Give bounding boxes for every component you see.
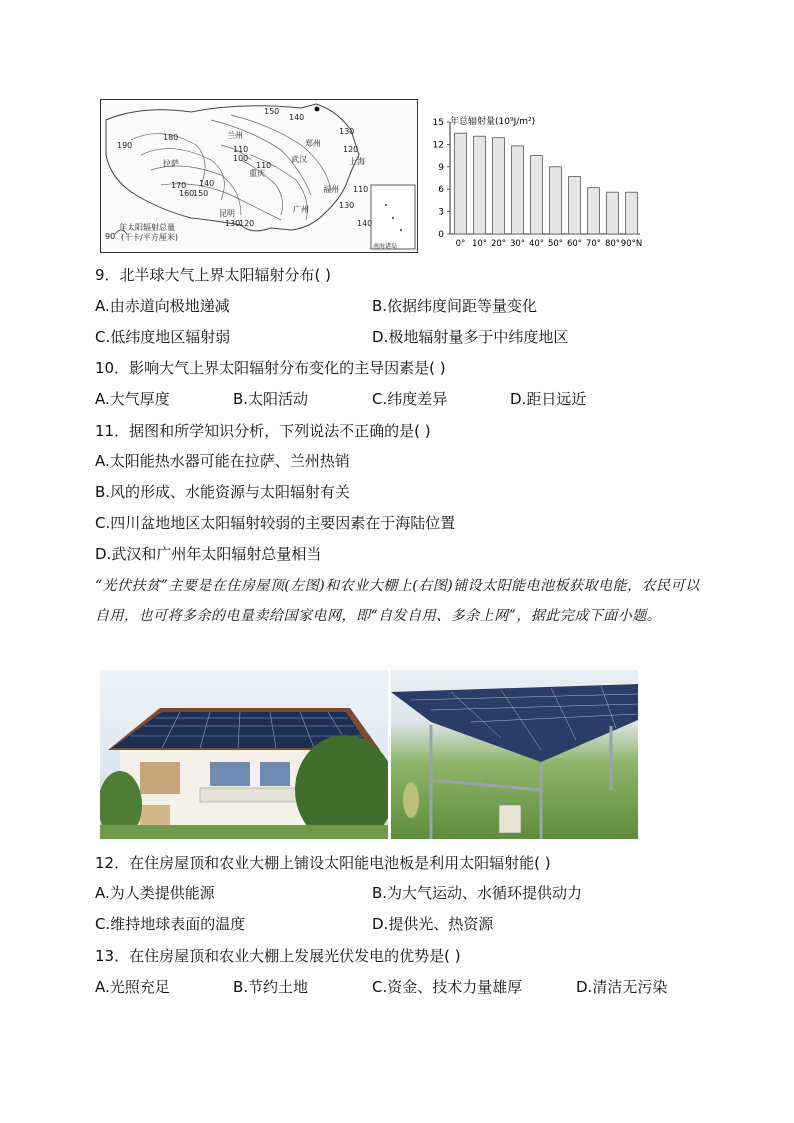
bar	[512, 146, 524, 234]
x-tick-label: 60°	[566, 239, 583, 249]
y-tick-label: 6	[438, 185, 444, 196]
q10-option-d[interactable]: D.距日远近	[510, 390, 587, 408]
q11-option-c[interactable]: C.四川盆地地区太阳辐射较弱的主要因素在于海陆位置	[95, 514, 456, 532]
city-label: 昆明	[219, 209, 235, 218]
city-label: 福州	[323, 185, 339, 194]
contour-label: 110	[353, 185, 369, 194]
contour-label: 190	[117, 141, 133, 150]
y-tick-label: 3	[438, 207, 444, 218]
q10-option-a[interactable]: A.大气厚度	[95, 390, 170, 408]
contour-label: 180	[163, 133, 179, 142]
q12-option-b[interactable]: B.为大气运动、水循环提供动力	[372, 884, 583, 902]
contour-label: 150	[264, 107, 280, 116]
x-tick-label: 20°	[490, 239, 507, 249]
q9-option-a[interactable]: A.由赤道向极地递减	[95, 297, 230, 315]
bar	[455, 133, 467, 234]
contour-label: 130	[339, 127, 355, 136]
question-9-stem: 9．北半球大气上界太阳辐射分布( )	[95, 266, 332, 284]
city-label: 重庆	[249, 169, 265, 178]
q13-option-d[interactable]: D.清洁无污染	[576, 978, 668, 996]
q11-option-b[interactable]: B.风的形成、水能资源与太阳辐射有关	[95, 483, 351, 501]
q11-option-d[interactable]: D.武汉和广州年太阳辐射总量相当	[95, 545, 322, 563]
y-tick-label: 12	[432, 140, 444, 151]
city-label: 上海	[349, 157, 365, 166]
city-label: 拉萨	[163, 159, 179, 168]
legend-line2: (千卡/平方厘米)	[121, 233, 178, 242]
inset-caption: 南海诸岛	[373, 243, 398, 250]
bar	[569, 177, 581, 234]
radiation-contour-map	[100, 99, 418, 253]
contour-label: 150	[193, 189, 209, 198]
bar	[550, 167, 562, 234]
city-label: 武汉	[291, 155, 307, 164]
bar	[493, 138, 505, 234]
contour-label: 160	[179, 189, 195, 198]
city-label: 广州	[293, 205, 309, 214]
x-tick-label: 80°	[604, 239, 621, 249]
x-tick-label: 40°	[528, 239, 545, 249]
city-label: 兰州	[227, 131, 243, 140]
chart-ylabel: 年总辐射量(10⁹J/m²)	[450, 117, 536, 127]
legend-value: 90	[105, 232, 116, 241]
q9-option-c[interactable]: C.低纬度地区辐射弱	[95, 328, 231, 346]
y-tick-label: 0	[438, 230, 444, 240]
bar	[531, 156, 543, 234]
q12-option-c[interactable]: C.维持地球表面的温度	[95, 915, 246, 933]
y-tick-label: 9	[438, 162, 444, 173]
contour-label: 170	[171, 181, 187, 190]
question-13-stem: 13．在住房屋顶和农业大棚上发展光伏发电的优势是( )	[95, 947, 461, 965]
intro-paragraph: “光伏扶贫”主要是在住房屋顶(左图)和农业大棚上(右图)铺设太阳能电池板获取电能，农民可以自用，也可将多余的电量卖给国家电网，即“自发自用、多余上网”，据此完成下面小题。	[95, 578, 700, 624]
question-12-stem: 12．在住房屋顶和农业大棚上铺设太阳能电池板是利用太阳辐射能( )	[95, 854, 551, 872]
city-label: 郑州	[305, 139, 321, 148]
q10-option-b[interactable]: B.太阳活动	[233, 390, 309, 408]
contour-label: 140	[357, 219, 373, 228]
bar	[607, 192, 619, 234]
q13-option-c[interactable]: C.资金、技术力量雄厚	[372, 978, 523, 996]
x-tick-label: 10°	[471, 239, 488, 249]
q12-option-a[interactable]: A.为人类提供能源	[95, 884, 215, 902]
contour-label: 140	[289, 113, 305, 122]
contour-label: 100	[233, 154, 249, 163]
radiation-bar-chart	[420, 112, 650, 252]
contour-label: 110	[233, 145, 249, 154]
q10-option-c[interactable]: C.纬度差异	[372, 390, 448, 408]
x-tick-label: 0°	[455, 239, 466, 249]
contour-label: 120	[239, 219, 255, 228]
question-11-stem: 11．据图和所学知识分析，下列说法不正确的是( )	[95, 422, 431, 440]
x-tick-label: 30°	[509, 239, 526, 249]
x-tick-label: 90°N	[620, 239, 643, 249]
q13-option-a[interactable]: A.光照充足	[95, 978, 170, 996]
contour-label: 130	[225, 219, 241, 228]
bar	[626, 192, 638, 234]
bar	[474, 136, 486, 234]
q13-option-b[interactable]: B.节约土地	[233, 978, 309, 996]
legend-line1: 年太阳辐射总量	[119, 223, 175, 232]
q12-option-d[interactable]: D.提供光、热资源	[372, 915, 494, 933]
q9-option-d[interactable]: D.极地辐射量多于中纬度地区	[372, 328, 569, 346]
bar	[588, 188, 600, 234]
contour-label: 140	[199, 179, 215, 188]
house-solar-photo	[100, 670, 388, 839]
x-tick-label: 50°	[547, 239, 564, 249]
contour-label: 110	[256, 161, 272, 170]
question-10-stem: 10．影响大气上界太阳辐射分布变化的主导因素是( )	[95, 359, 446, 377]
map-drawing	[101, 100, 417, 252]
contour-label: 120	[343, 145, 359, 154]
greenhouse-solar-photo	[391, 670, 638, 839]
q11-option-a[interactable]: A.太阳能热水器可能在拉萨、兰州热销	[95, 452, 350, 470]
q9-option-b[interactable]: B.依据纬度间距等量变化	[372, 297, 538, 315]
y-tick-label: 15	[432, 118, 444, 128]
x-tick-label: 70°	[585, 239, 602, 249]
beijing-dot	[315, 107, 320, 112]
contour-label: 130	[339, 201, 355, 210]
